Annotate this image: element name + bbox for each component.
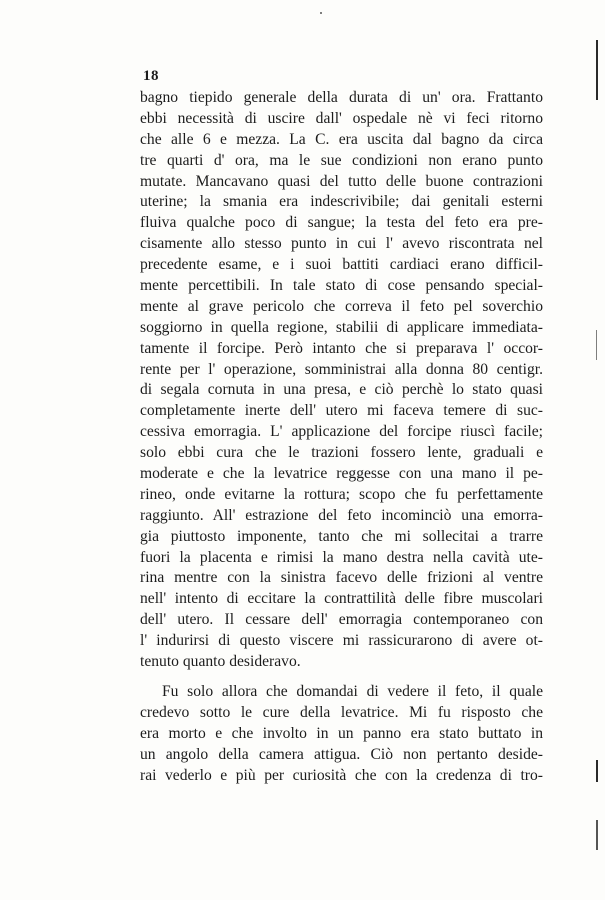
text-line: moderate e che la levatrice reggesse con una mano il pe-	[140, 465, 543, 483]
text-line: tamente il forcipe. Però intanto che si preparava l' occor-	[140, 339, 543, 357]
text-line: dell' utero. Il cessare dell' emorragia contemporaneo con	[140, 611, 543, 629]
text-line: bagno tiepido generale della durata di un' ora. Frattanto	[140, 89, 543, 106]
text-line: fluiva qualche poco di sangue; la testa del feto era pre-	[140, 214, 543, 232]
text-line: cisamente allo stesso punto in cui l' avevo riscontrata nel	[140, 235, 543, 253]
text-line: ebbi necessità di uscire dall' ospedale nè vi feci ritorno	[140, 109, 543, 127]
text-line: mutate. Mancavano quasi del tutto delle buone contrazioni	[140, 172, 543, 190]
scan-speck	[320, 12, 322, 14]
text-line: precedente esame, e i suoi battiti cardiaci erano difficil-	[140, 256, 543, 274]
text-line: gia piuttosto imponente, tanto che mi sollecitai a trarre	[140, 527, 543, 545]
body-text	[140, 88, 543, 786]
text-line: rina mentre con la sinistra facevo delle frizioni al ventre	[140, 569, 543, 587]
text-line: nell' intento di eccitare la contrattilità delle fibre muscolari	[140, 590, 543, 608]
text-line: un angolo della camera attigua. Ciò non pertanto deside-	[140, 745, 543, 763]
text-line: raggiunto. All' estrazione del feto incominciò una emorra-	[140, 506, 543, 524]
text-line: mente al grave pericolo che correva il feto pel soverchio	[140, 297, 543, 315]
text-line: credevo sotto le cure della levatrice. Mi fu risposto che	[140, 703, 543, 721]
text-line: soggiorno in quella regione, stabilii di applicare immediata-	[140, 318, 543, 336]
paragraph-gap	[140, 673, 543, 682]
text-line: solo ebbi cura che le trazioni fossero lente, graduali e	[140, 444, 543, 462]
scan-edge-line	[596, 760, 598, 782]
text-line: che alle 6 e mezza. La C. era uscita dal bagno da circa	[140, 130, 543, 148]
text-line: era morto e che involto in un panno era stato buttato in	[140, 724, 543, 742]
paragraph-1	[140, 88, 543, 673]
scan-edge-line	[596, 330, 597, 360]
text-line: Fu solo allora che domandai di vedere il feto, il quale	[162, 682, 543, 700]
text-line: rente per l' operazione, somministrai alla donna 80 centigr.	[140, 360, 543, 378]
text-line: cessiva emorragia. L' applicazione del forcipe riuscì facile;	[140, 423, 543, 441]
text-line: completamente inerte dell' utero mi faceva temere di suc-	[140, 402, 543, 420]
text-line: l' indurirsi di questo viscere mi rassicurarono di avere ot-	[140, 632, 543, 650]
text-line: uterine; la smania era indescrivibile; dai genitali esterni	[140, 193, 543, 211]
text-line: tenuto quanto desideravo.	[140, 653, 301, 671]
text-line: fuori la placenta e rimisi la mano destra nella cavità ute-	[140, 548, 543, 566]
text-line: tre quarti d' ora, ma le sue condizioni non erano punto	[140, 151, 543, 169]
text-line: mente percettibili. In tale stato di cose pensando special-	[140, 277, 543, 295]
page-number: 18	[143, 68, 159, 84]
text-line: di segala cornuta in una presa, e ciò perchè lo stato quasi	[140, 381, 543, 399]
scan-edge-line	[596, 40, 598, 100]
paragraph-2	[140, 682, 543, 786]
text-line: rineo, onde evitarne la rottura; scopo che fu perfettamente	[140, 485, 543, 503]
scan-edge-line	[596, 820, 598, 850]
text-line: rai vederlo e più per curiosità che con la credenza di tro-	[140, 766, 543, 784]
